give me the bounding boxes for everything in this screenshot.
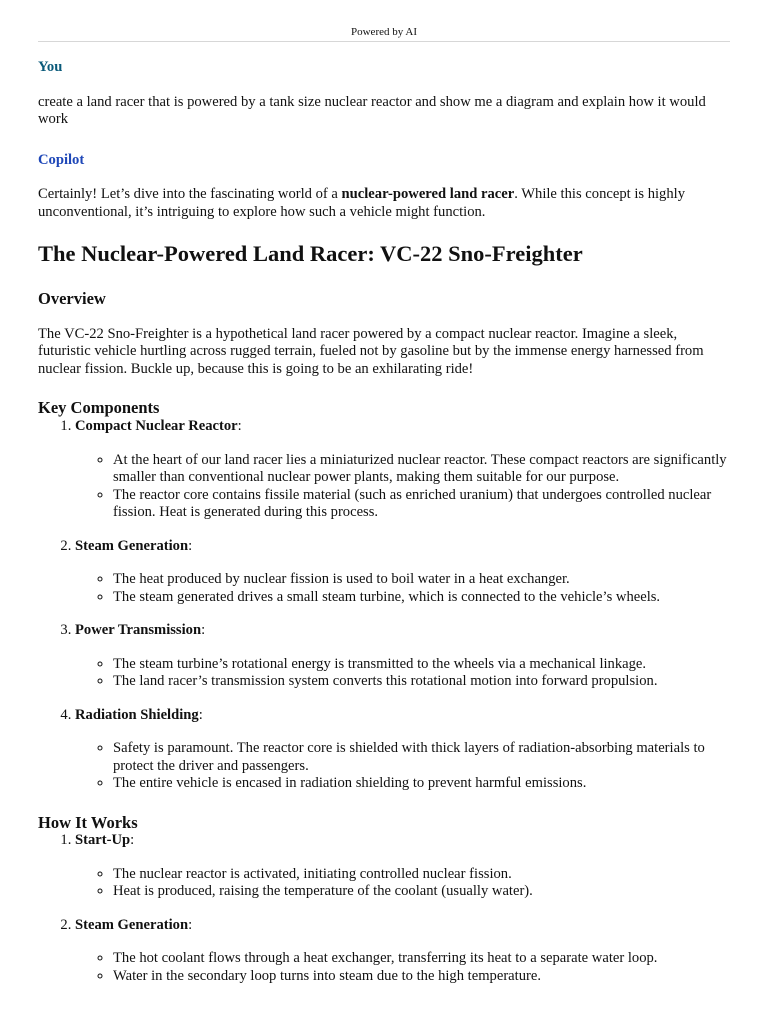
component-item: 4. Radiation Shielding: ◦ Safety is paramount. The reactor core is shielded with thick layers of radiation-absorbing materials to protect the driver and passengers. ◦ The entire vehicle is encased in radiation shielding to prevent harmful emissions. bbox=[75, 707, 730, 793]
step-item: 1. Start-Up: ◦ The nuclear reactor is activated, initiating controlled nuclear fission. ◦ Heat is produced, raising the temperature of the coolant (usually water). bbox=[75, 832, 730, 901]
user-label: You bbox=[38, 59, 63, 75]
component-bullet: ◦ The reactor core contains fissile material (such as enriched uranium) that undergoes controlled nuclear fission. Heat is generated during this process. bbox=[113, 487, 730, 522]
step-title: Start-Up bbox=[75, 832, 131, 849]
component-title: Power Transmission bbox=[75, 622, 202, 639]
component-item: 2. Steam Generation: ◦ The heat produced by nuclear fission is used to boil water in a heat exchanger. ◦ The steam generated drives a small steam turbine, which is connected to the vehicle’s wheels. bbox=[75, 538, 730, 607]
component-bullet: ◦ The steam generated drives a small steam turbine, which is connected to the vehicle’s wheels. bbox=[113, 589, 730, 607]
component-title: Radiation Shielding bbox=[75, 706, 199, 723]
component-bullets bbox=[75, 656, 730, 691]
step-item: 2. Steam Generation: ◦ The hot coolant flows through a heat exchanger, transferring its heat to a separate water loop. ◦ Water in the secondary loop turns into steam due to the high temperature. bbox=[75, 917, 730, 986]
component-bullet: ◦ At the heart of our land racer lies a miniaturized nuclear reactor. These compact reactors are significantly smaller than conventional nuclear power plants, making them suitable for our purpose. bbox=[113, 452, 730, 487]
component-bullet: ◦ The land racer’s transmission system converts this rotational motion into forward propulsion. bbox=[113, 673, 730, 691]
step-bullet: ◦ The nuclear reactor is activated, initiating controlled nuclear fission. bbox=[113, 866, 730, 884]
step-title: Steam Generation bbox=[75, 916, 189, 933]
component-bullets bbox=[75, 452, 730, 522]
component-bullet: ◦ The heat produced by nuclear fission is used to boil water in a heat exchanger. bbox=[113, 571, 730, 589]
assistant-intro bbox=[38, 186, 730, 221]
component-item: 3. Power Transmission: ◦ The steam turbine’s rotational energy is transmitted to the wheels via a mechanical linkage. ◦ The land racer’s transmission system converts this rotational motion into forward propulsion. bbox=[75, 622, 730, 691]
component-bullet: ◦ The steam turbine’s rotational energy is transmitted to the wheels via a mechanical linkage. bbox=[113, 656, 730, 674]
component-title: Steam Generation bbox=[75, 537, 189, 554]
how-it-works-heading: How It Works bbox=[38, 812, 138, 832]
key-components-list bbox=[38, 418, 730, 793]
component-bullet: ◦ Safety is paramount. The reactor core is shielded with thick layers of radiation-absorbing materials to protect the driver and passengers. bbox=[113, 740, 730, 775]
intro-text-before: Certainly! Let’s dive into the fascinating world of a bbox=[38, 186, 342, 202]
component-title: Compact Nuclear Reactor bbox=[75, 418, 238, 435]
step-bullet: ◦ The hot coolant flows through a heat exchanger, transferring its heat to a separate water loop. bbox=[113, 950, 730, 968]
key-components-heading: Key Components bbox=[38, 398, 160, 418]
how-it-works-list bbox=[38, 832, 730, 985]
overview-heading: Overview bbox=[38, 289, 106, 308]
step-bullet: ◦ Water in the secondary loop turns into steam due to the high temperature. bbox=[113, 968, 730, 986]
component-bullets bbox=[75, 740, 730, 793]
document-page bbox=[38, 0, 730, 985]
component-bullets bbox=[75, 571, 730, 606]
step-bullets bbox=[75, 950, 730, 985]
assistant-label: Copilot bbox=[38, 151, 85, 168]
step-bullets bbox=[75, 866, 730, 901]
component-bullet: ◦ The entire vehicle is encased in radiation shielding to prevent harmful emissions. bbox=[113, 775, 730, 793]
article-title: The Nuclear-Powered Land Racer: VC-22 Sno-Freighter bbox=[38, 241, 583, 266]
powered-by-header: Powered by AI bbox=[38, 26, 730, 42]
user-prompt: create a land racer that is powered by a tank size nuclear reactor and show me a diagram and explain how it would work bbox=[38, 93, 706, 127]
intro-text-after: . While this concept is highly unconventional, it’s intriguing to explore how such a vehicle might function. bbox=[38, 186, 685, 220]
intro-text-bold: nuclear-powered land racer bbox=[341, 186, 515, 202]
component-item: 1. Compact Nuclear Reactor: ◦ At the heart of our land racer lies a miniaturized nuclear reactor. These compact reactors are significantly smaller than conventional nuclear power plants, making them suitable for our purpose. ◦ The reactor core contains fissile material (such as enriched uranium) that undergoes controlled nuclear fission. Heat is generated during this process. bbox=[75, 418, 730, 522]
step-bullet: ◦ Heat is produced, raising the temperature of the coolant (usually water). bbox=[113, 883, 730, 901]
overview-text: The VC-22 Sno-Freighter is a hypothetical land racer powered by a compact nuclear reactor. Imagine a sleek, futuristic vehicle hurtling across rugged terrain, fueled not by gasoline but by the immense energy harnessed from nuclear fission. Buckle up, because this is going to be an exhilarating ride! bbox=[38, 325, 704, 377]
